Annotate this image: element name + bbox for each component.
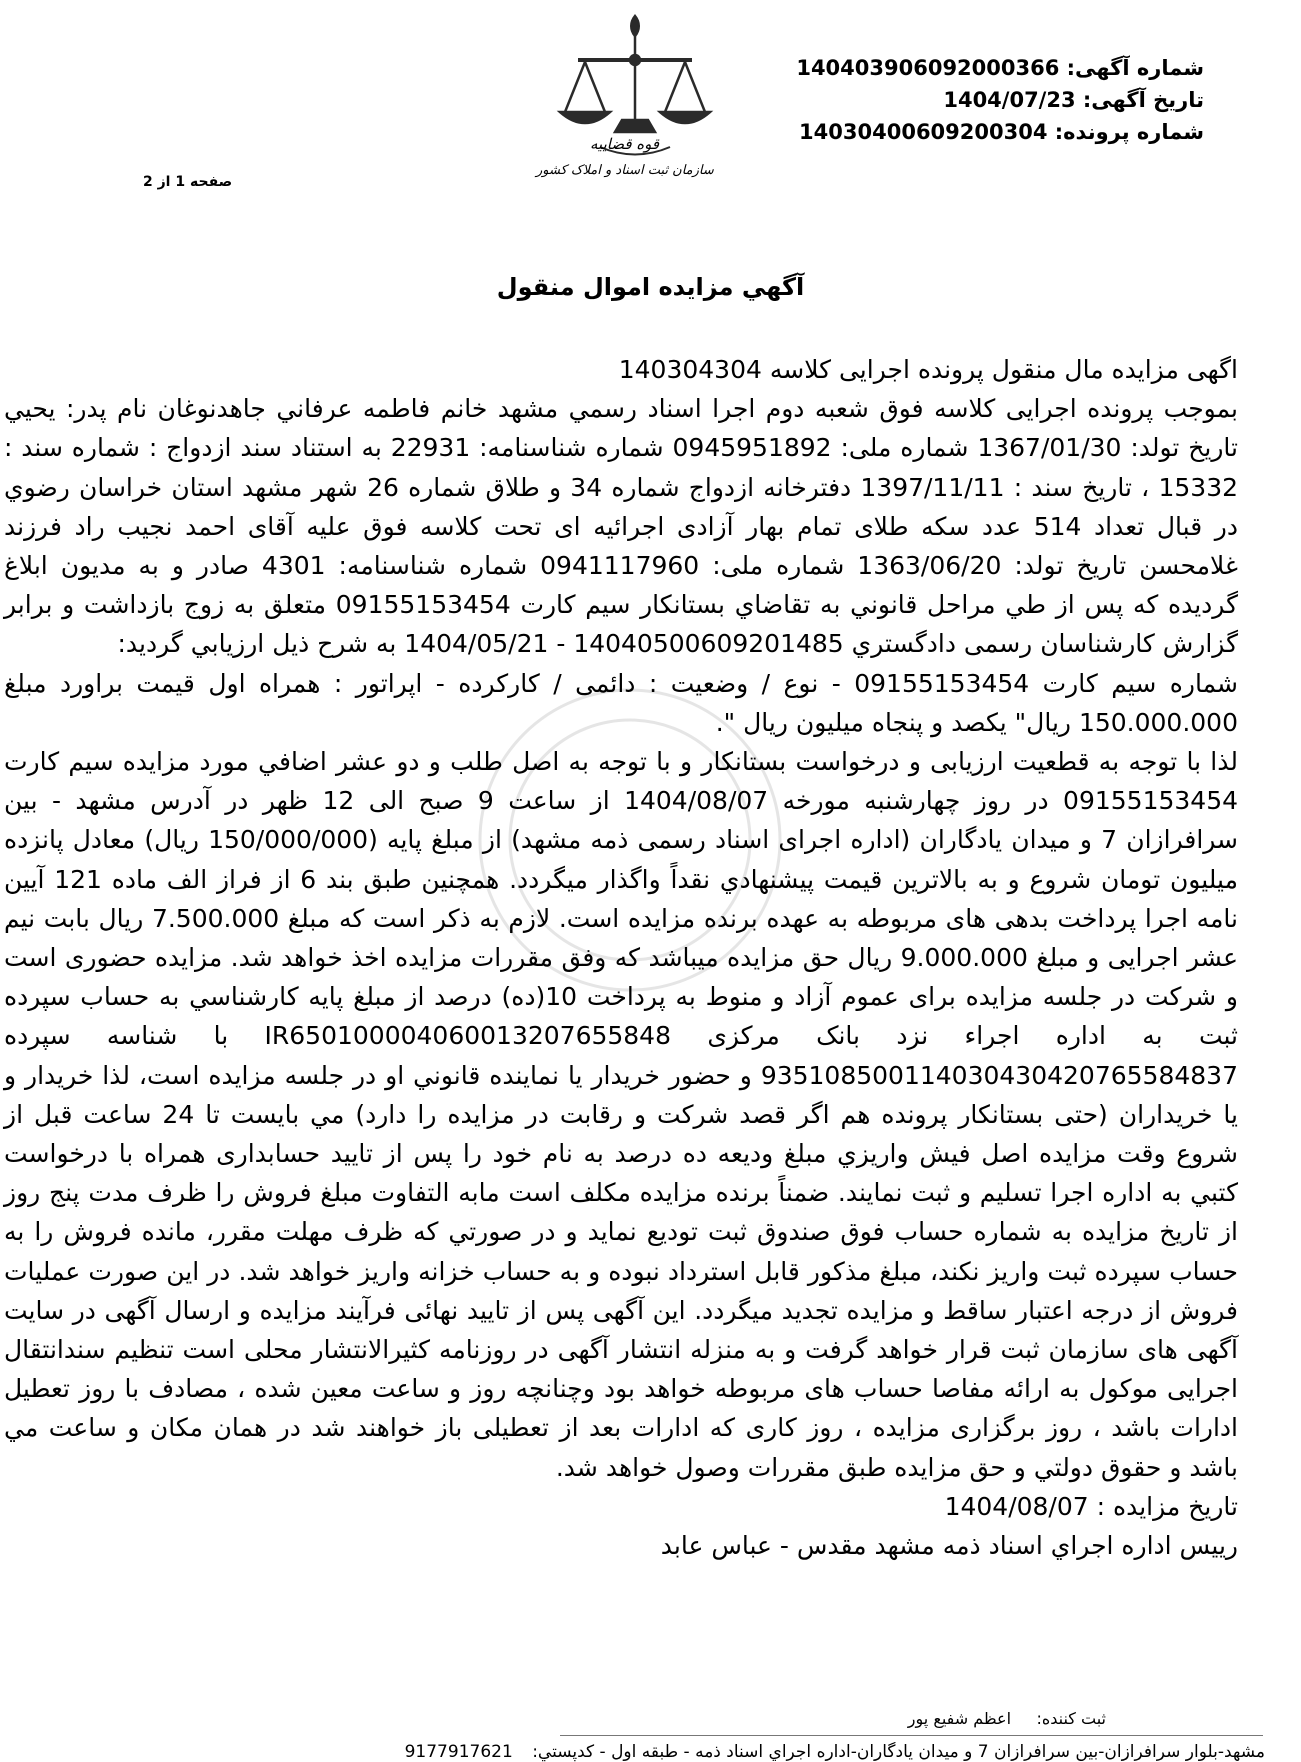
notice-body bbox=[4, 350, 1238, 1565]
file-number: 14030400609200304 bbox=[799, 120, 1048, 144]
notice-date-label: تاریخ آگهی: bbox=[1082, 88, 1204, 112]
paragraph-auction-terms: لذا با توجه به قطعيت ارزيابی و درخواست بستانكار و با توجه به اصل طلب و دو عشر اضافي مورد مزايده سیم کارت 09155153454 در روز چهارشنبه مورخه 1404/08/07 از ساعت 9 صبح الی 12 ظهر در آدرس مشهد - بین سرافرازان 7 و میدان یادگاران (اداره اجرای اسناد رسمی ذمه مشهد) از مبلغ پايه (150/000/000 ريال) معادل پانزده میلیون تومان شروع و به بالاترين قيمت پيشنهادي نقداً واگذار ميگردد. همچنين طبق بند 6 از فراز الف ماده 121 آيين نامه اجرا پرداخت بدهی های مربوطه به عهده برنده مزايده است. لازم به ذکر است که مبلغ 7.500.000 ريال بابت نيم عشر اجرايی و مبلغ 9.000.000 ريال حق مزايده ميباشد که وفق مقررات مزايده اخذ خواهد شد. مزايده حضوری است و شرکت در جلسه مزايده برای عموم آزاد و منوط به پرداخت 10(ده) درصد از مبلغ پايه کارشناسي به حساب سپرده ثبت به اداره اجراء نزد بانک مرکزی IR650100004060013207655848 با شناسه سپرده 935108500114030430420765584837 و حضور خريدار يا نماينده قانوني او در جلسه مزايده است، لذا خريدار و يا خريداران (حتی بستانکار پرونده هم اگر قصد شرکت و رقابت در مزايده را دارد) مي بايست تا 24 ساعت قبل از شروع وقت مزايده اصل فيش واريزي مبلغ وديعه ده درصد به نام خود را پس از تاييد حسابداری همراه با درخواست كتبي به اداره اجرا تسليم و ثبت نمايند. ضمناً برنده مزايده مكلف است مابه التفاوت مبلغ فروش را ظرف مدت پنج روز از تاريخ مزايده به شماره حساب فوق صندوق ثبت توديع نمايد و در صورتي كه ظرف مهلت مقرر، مانده فروش را به حساب سپرده ثبت واريز نكند، مبلغ مذكور قابل استرداد نبوده و به حساب خزانه واريز خواهد شد. در اين صورت عمليات فروش از درجه اعتبار ساقط و مزايده تجديد ميگردد. اين آگهی پس از تاييد نهائی فرآيند مزايده و ارسال آگهی در سايت آگهی های سازمان ثبت قرار خواهد گرفت و به منزله انتشار آگهی در روزنامه كثيرالانتشار محلی است تنظيم سندانتقال اجرايی موكول به ارائه مفاصا حساب های مربوطه خواهد بود وچنانچه روز و ساعت معين شده ، مصادف با روز تعطيل ادارات باشد ، روز برگزاری مزايده ، روز كاری كه ادارات بعد از تعطيلی باز خواهند شد در همان مكان و ساعت مي باشد و حقوق دولتي و حق مزايده طبق مقررات وصول خواهد شد. bbox=[4, 747, 1239, 1482]
paragraph-case-details: بموجب پرونده اجرایی کلاسه فوق شعبه دوم اجرا اسناد رسمي مشهد خانم فاطمه عرفاني جاهدنوغان نام پدر: يحيي تاريخ تولد: 1367/01/30 شماره ملی: 0945951892 شماره شناسنامه: 22931 به استناد سند ازدواج : شماره سند : 15332 ، تاریخ سند : 1397/11/11 دفترخانه ازدواج شماره 34 و طلاق شماره 26 شهر مشهد استان خراسان رضوي در قبال تعداد 514 عدد سکه طلای تمام بهار آزادی اجرائیه ای تحت كلاسه فوق علیه آقای احمد نجيب راد فرزند غلامحسن تاريخ تولد: 1363/06/20 شماره ملی: 0941117960 شماره شناسنامه: 4301 صادر و به مدیون ابلاغ گردیده که پس از طي مراحل قانوني به تقاضاي بستانكار سیم کارت 09155153454 متعلق به زوج بازداشت و برابر گزارش كارشناسان رسمی دادگستري 14040500609201485 - 1404/05/21 به شرح ذیل ارزيابي گرديد: bbox=[4, 394, 1239, 659]
page-title: آگهي مزايده اموال منقول bbox=[496, 273, 805, 301]
submitter-label: ثبت کننده: bbox=[1036, 1709, 1106, 1728]
submitter-name: اعظم شفيع پور bbox=[907, 1709, 1012, 1728]
notice-date: 1404/07/23 bbox=[943, 88, 1076, 112]
footer-divider bbox=[560, 1735, 1263, 1736]
auction-date-line bbox=[4, 1487, 1238, 1526]
postal-code: 9177917621 bbox=[404, 1742, 513, 1762]
paragraph-heading: اگهی مزایده مال منقول پرونده اجرایی کلاسه 140304304 bbox=[618, 355, 1238, 384]
notice-number-label: شماره آگهی: bbox=[1066, 56, 1204, 80]
emblem-caption-registration-org: سازمان ثبت اسناد و املاک کشور bbox=[536, 163, 714, 178]
signature-line: رييس اداره اجراي اسناد ذمه مشهد مقدس - عباس عابد bbox=[660, 1531, 1238, 1561]
notice-meta bbox=[784, 52, 1204, 148]
emblem-caption-judiciary: قوه قضاییه bbox=[590, 135, 660, 153]
paragraph-valuation: شماره سیم کارت 09155153454 - نوع / وضعیت : دائمی / کارکرده - اپراتور : همراه اول قیمت براورد مبلغ 150.000.000 ریال" یکصد و پنجاه میلیون ریال ". bbox=[4, 668, 1238, 737]
judiciary-emblem-icon bbox=[530, 12, 740, 212]
notice-date-row bbox=[784, 84, 1204, 116]
auction-date: 1404/08/07 bbox=[944, 1491, 1089, 1521]
address-text: مشهد-بلوار سرافرازان-بين سرافرازان 7 و ميدان يادگاران-اداره اجراي اسناد ذمه - طبقه اول - كدپستي: bbox=[532, 1742, 1265, 1762]
file-number-row bbox=[784, 116, 1204, 148]
file-number-label: شماره پرونده: bbox=[1054, 120, 1204, 144]
office-address bbox=[145, 1742, 1265, 1762]
auction-date-label: تاريخ مزايده : bbox=[1096, 1491, 1238, 1521]
notice-number: 140403906092000366 bbox=[796, 56, 1060, 80]
notice-number-row bbox=[784, 52, 1204, 84]
page-number: صفحه 1 از 2 bbox=[143, 174, 233, 190]
submitter bbox=[908, 1709, 1106, 1728]
